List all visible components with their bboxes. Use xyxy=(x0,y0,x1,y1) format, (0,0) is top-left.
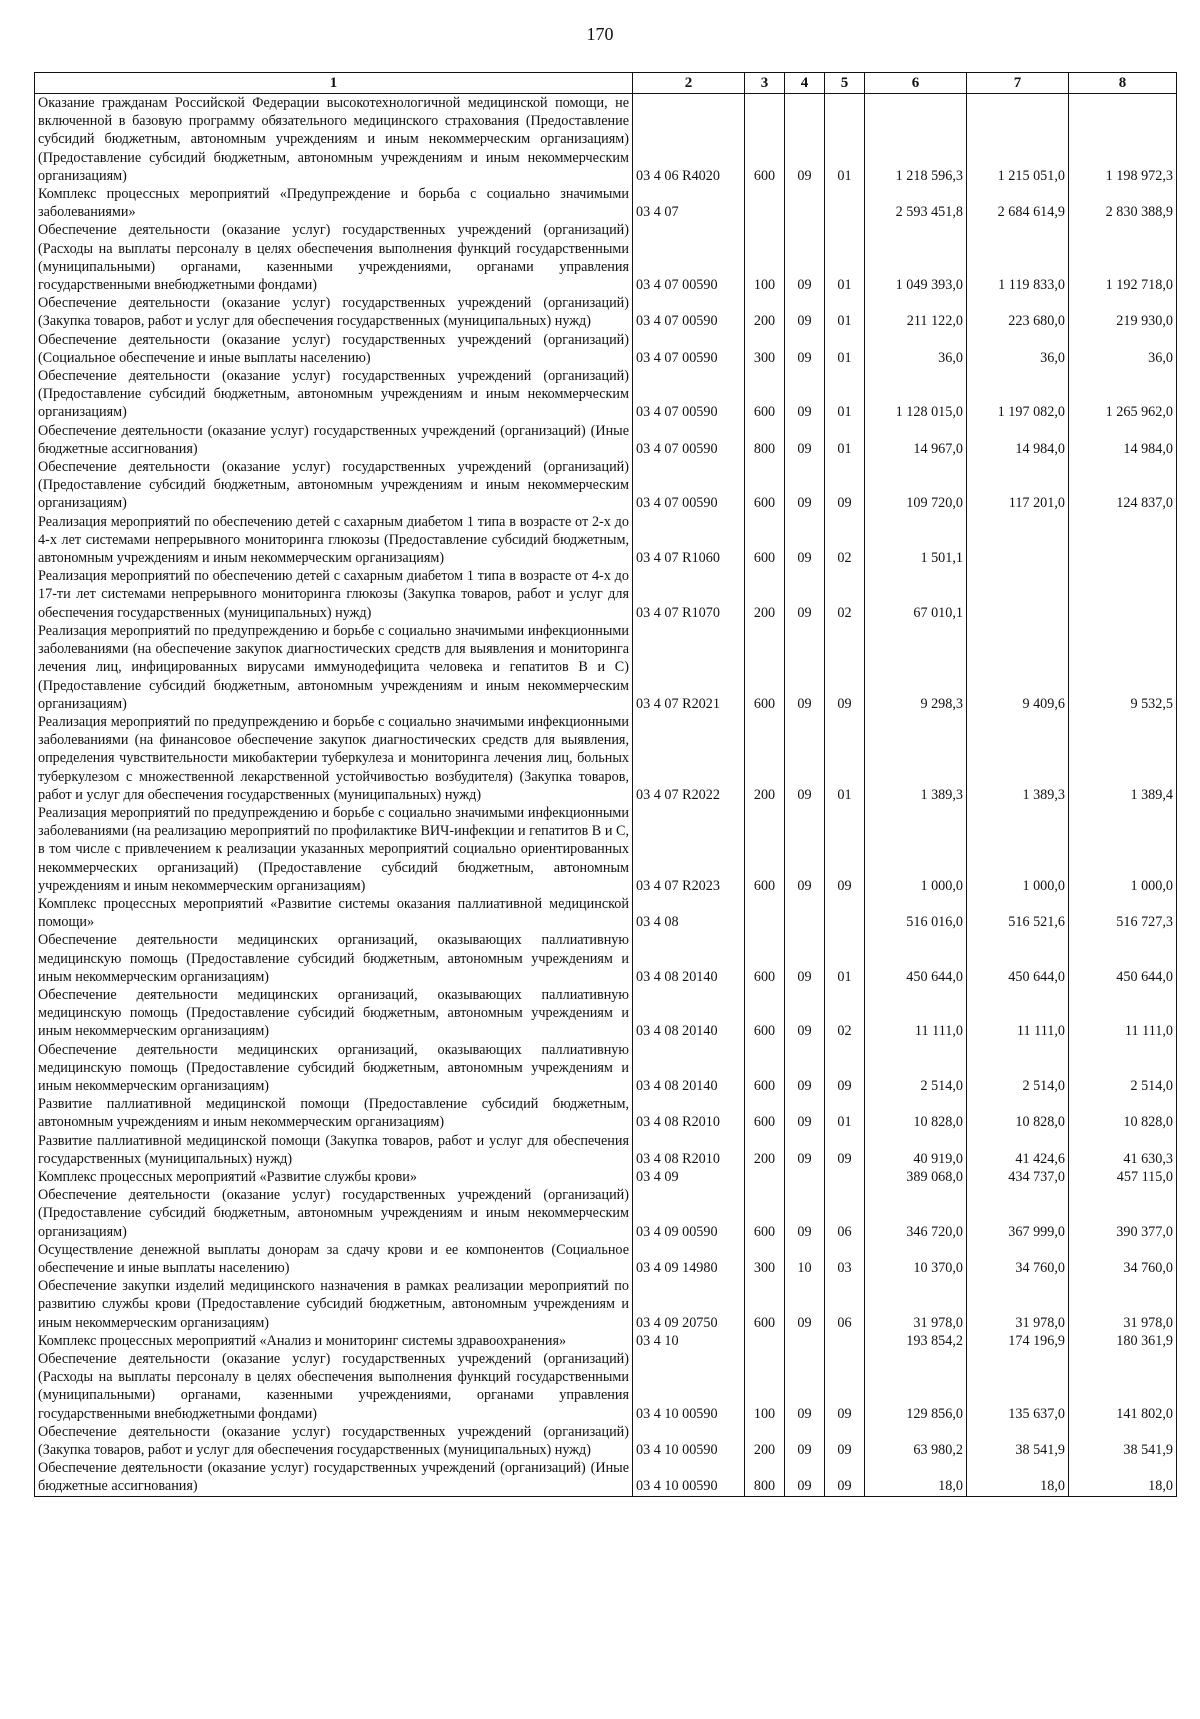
subsection-cell: 01 xyxy=(825,931,865,986)
section-cell: 09 xyxy=(785,622,825,713)
section-cell: 09 xyxy=(785,567,825,622)
expense-type-cell xyxy=(745,1332,785,1350)
code-cell: 03 4 08 20140 xyxy=(633,1041,745,1096)
section-cell: 09 xyxy=(785,221,825,294)
expense-type-cell: 800 xyxy=(745,1459,785,1496)
section-cell xyxy=(785,895,825,931)
description-cell: Комплекс процессных мероприятий «Развитие системы оказания паллиативной медицинской помощи» xyxy=(35,895,633,931)
amount-col7-cell: 2 684 614,9 xyxy=(967,185,1069,221)
table-row xyxy=(35,567,1177,622)
subsection-cell: 01 xyxy=(825,1095,865,1131)
description-cell: Комплекс процессных мероприятий «Развитие службы крови» xyxy=(35,1168,633,1186)
column-header: 1 xyxy=(35,73,633,94)
amount-col7-cell: 9 409,6 xyxy=(967,622,1069,713)
section-cell: 09 xyxy=(785,458,825,513)
table-row xyxy=(35,804,1177,895)
amount-col6-cell: 2 514,0 xyxy=(865,1041,967,1096)
table-row xyxy=(35,1241,1177,1277)
description-cell: Реализация мероприятий по обеспечению детей с сахарным диабетом 1 типа в возрасте от 2-х до 4-х лет системами непрерывного мониторинга глюкозы (Предоставление субсидий бюджетным, автономным учреждениям и иным некоммерческим организациям) xyxy=(35,513,633,568)
amount-col7-cell: 117 201,0 xyxy=(967,458,1069,513)
amount-col7-cell: 1 000,0 xyxy=(967,804,1069,895)
column-header: 7 xyxy=(967,73,1069,94)
amount-col6-cell: 11 111,0 xyxy=(865,986,967,1041)
code-cell: 03 4 08 20140 xyxy=(633,986,745,1041)
code-cell: 03 4 09 20750 xyxy=(633,1277,745,1332)
amount-col7-cell: 36,0 xyxy=(967,331,1069,367)
column-header: 2 xyxy=(633,73,745,94)
table-row xyxy=(35,513,1177,568)
amount-col7-cell xyxy=(967,513,1069,568)
section-cell: 09 xyxy=(785,986,825,1041)
section-cell: 09 xyxy=(785,294,825,330)
table-row xyxy=(35,1041,1177,1096)
description-cell: Обеспечение деятельности медицинских организаций, оказывающих паллиативную медицинскую помощь (Предоставление субсидий бюджетным, автономным учреждениям и иным некоммерческим организациям) xyxy=(35,1041,633,1096)
subsection-cell: 01 xyxy=(825,713,865,804)
amount-col8-cell: 457 115,0 xyxy=(1069,1168,1177,1186)
description-cell: Комплекс процессных мероприятий «Анализ и мониторинг системы здравоохранения» xyxy=(35,1332,633,1350)
amount-col6-cell: 450 644,0 xyxy=(865,931,967,986)
table-row xyxy=(35,1186,1177,1241)
code-cell: 03 4 10 00590 xyxy=(633,1350,745,1423)
amount-col6-cell: 2 593 451,8 xyxy=(865,185,967,221)
amount-col8-cell xyxy=(1069,513,1177,568)
amount-col6-cell: 389 068,0 xyxy=(865,1168,967,1186)
description-cell: Обеспечение закупки изделий медицинского назначения в рамках реализации мероприятий по развитию службы крови (Предоставление субсидий бюджетным, автономным учреждениям и иным некоммерческим организациям) xyxy=(35,1277,633,1332)
subsection-cell: 03 xyxy=(825,1241,865,1277)
amount-col6-cell: 14 967,0 xyxy=(865,422,967,458)
section-cell: 09 xyxy=(785,931,825,986)
section-cell: 09 xyxy=(785,94,825,186)
amount-col8-cell xyxy=(1069,567,1177,622)
description-cell: Оказание гражданам Российской Федерации высокотехнологичной медицинской помощи, не включенной в базовую программу обязательного медицинского страхования (Предоставление субсидий бюджетным, автономным учреждениям и иным некоммерческим организациям) (Предоставление субсидий бюджетным, автономным учреждениям и иным некоммерческим организациям) xyxy=(35,94,633,186)
amount-col8-cell: 1 198 972,3 xyxy=(1069,94,1177,186)
amount-col6-cell: 40 919,0 xyxy=(865,1132,967,1168)
amount-col7-cell: 1 389,3 xyxy=(967,713,1069,804)
code-cell: 03 4 09 14980 xyxy=(633,1241,745,1277)
amount-col6-cell: 193 854,2 xyxy=(865,1332,967,1350)
amount-col6-cell: 129 856,0 xyxy=(865,1350,967,1423)
table-row xyxy=(35,221,1177,294)
amount-col8-cell: 1 389,4 xyxy=(1069,713,1177,804)
amount-col7-cell: 10 828,0 xyxy=(967,1095,1069,1131)
expense-type-cell xyxy=(745,1168,785,1186)
table-row xyxy=(35,713,1177,804)
amount-col6-cell: 63 980,2 xyxy=(865,1423,967,1459)
amount-col8-cell: 450 644,0 xyxy=(1069,931,1177,986)
amount-col8-cell: 516 727,3 xyxy=(1069,895,1177,931)
header-row xyxy=(35,73,1177,94)
column-header: 5 xyxy=(825,73,865,94)
amount-col8-cell: 1 265 962,0 xyxy=(1069,367,1177,422)
amount-col8-cell: 2 830 388,9 xyxy=(1069,185,1177,221)
budget-table xyxy=(34,72,1177,1497)
subsection-cell: 06 xyxy=(825,1277,865,1332)
amount-col6-cell: 10 828,0 xyxy=(865,1095,967,1131)
expense-type-cell: 600 xyxy=(745,94,785,186)
code-cell: 03 4 07 00590 xyxy=(633,422,745,458)
amount-col7-cell xyxy=(967,567,1069,622)
description-cell: Обеспечение деятельности (оказание услуг) государственных учреждений (организаций) (Предоставление субсидий бюджетным, автономным учреждениям и иным некоммерческим организациям) xyxy=(35,458,633,513)
code-cell: 03 4 07 00590 xyxy=(633,294,745,330)
description-cell: Обеспечение деятельности (оказание услуг) государственных учреждений (организаций) (Предоставление субсидий бюджетным, автономным учреждениям и иным некоммерческим организациям) xyxy=(35,367,633,422)
description-cell: Обеспечение деятельности (оказание услуг) государственных учреждений (организаций) (Закупка товаров, работ и услуг для обеспечения государственных (муниципальных) нужд) xyxy=(35,294,633,330)
section-cell: 09 xyxy=(785,1041,825,1096)
code-cell: 03 4 07 R2021 xyxy=(633,622,745,713)
subsection-cell: 02 xyxy=(825,986,865,1041)
expense-type-cell: 200 xyxy=(745,1132,785,1168)
subsection-cell: 09 xyxy=(825,804,865,895)
table-row xyxy=(35,294,1177,330)
column-header: 6 xyxy=(865,73,967,94)
amount-col8-cell: 1 192 718,0 xyxy=(1069,221,1177,294)
subsection-cell: 09 xyxy=(825,622,865,713)
code-cell: 03 4 07 00590 xyxy=(633,367,745,422)
description-cell: Обеспечение деятельности (оказание услуг) государственных учреждений (организаций) (Расходы на выплаты персоналу в целях обеспечения выполнения функций государственными (муниципальными) органами, казенными учреждениями, органами управления государственными внебюджетными фондами) xyxy=(35,221,633,294)
table-row xyxy=(35,94,1177,186)
expense-type-cell: 600 xyxy=(745,458,785,513)
amount-col7-cell: 434 737,0 xyxy=(967,1168,1069,1186)
amount-col7-cell: 1 197 082,0 xyxy=(967,367,1069,422)
description-cell: Обеспечение деятельности (оказание услуг) государственных учреждений (организаций) (Предоставление субсидий бюджетным, автономным учреждениям и иным некоммерческим организациям) xyxy=(35,1186,633,1241)
table-body xyxy=(35,94,1177,1497)
table-row xyxy=(35,1132,1177,1168)
code-cell: 03 4 07 xyxy=(633,185,745,221)
subsection-cell: 01 xyxy=(825,294,865,330)
table-row xyxy=(35,622,1177,713)
amount-col7-cell: 38 541,9 xyxy=(967,1423,1069,1459)
amount-col7-cell: 367 999,0 xyxy=(967,1186,1069,1241)
table-row xyxy=(35,367,1177,422)
subsection-cell: 09 xyxy=(825,1423,865,1459)
section-cell: 09 xyxy=(785,1350,825,1423)
table-row xyxy=(35,1095,1177,1131)
description-cell: Комплекс процессных мероприятий «Предупреждение и борьба с социально значимыми заболеваниями» xyxy=(35,185,633,221)
description-cell: Реализация мероприятий по предупреждению и борьбе с социально значимыми инфекционными заболеваниями (на реализацию мероприятий по профилактике ВИЧ-инфекции и гепатитов В и С, в том числе с привлечением к реализации указанных мероприятий социально ориентированных некоммерческих организаций) (Предоставление субсидий бюджетным, автономным учреждениям и иным некоммерческим организациям) xyxy=(35,804,633,895)
amount-col7-cell: 18,0 xyxy=(967,1459,1069,1496)
section-cell xyxy=(785,1332,825,1350)
subsection-cell: 09 xyxy=(825,1132,865,1168)
amount-col6-cell: 1 218 596,3 xyxy=(865,94,967,186)
amount-col7-cell: 223 680,0 xyxy=(967,294,1069,330)
section-cell: 09 xyxy=(785,804,825,895)
expense-type-cell: 200 xyxy=(745,294,785,330)
description-cell: Обеспечение деятельности (оказание услуг) государственных учреждений (организаций) (Расходы на выплаты персоналу в целях обеспечения выполнения функций государственными (муниципальными) органами, казенными учреждениями, органами управления государственными внебюджетными фондами) xyxy=(35,1350,633,1423)
expense-type-cell: 300 xyxy=(745,1241,785,1277)
amount-col8-cell: 1 000,0 xyxy=(1069,804,1177,895)
amount-col8-cell: 36,0 xyxy=(1069,331,1177,367)
amount-col6-cell: 1 049 393,0 xyxy=(865,221,967,294)
code-cell: 03 4 07 00590 xyxy=(633,458,745,513)
expense-type-cell: 100 xyxy=(745,221,785,294)
code-cell: 03 4 10 00590 xyxy=(633,1459,745,1496)
amount-col8-cell: 14 984,0 xyxy=(1069,422,1177,458)
code-cell: 03 4 10 xyxy=(633,1332,745,1350)
expense-type-cell: 200 xyxy=(745,1423,785,1459)
column-header: 3 xyxy=(745,73,785,94)
description-cell: Обеспечение деятельности (оказание услуг) государственных учреждений (организаций) (Закупка товаров, работ и услуг для обеспечения государственных (муниципальных) нужд) xyxy=(35,1423,633,1459)
section-cell: 09 xyxy=(785,1095,825,1131)
table-row xyxy=(35,986,1177,1041)
code-cell: 03 4 08 xyxy=(633,895,745,931)
expense-type-cell: 600 xyxy=(745,1277,785,1332)
subsection-cell: 01 xyxy=(825,221,865,294)
amount-col8-cell: 11 111,0 xyxy=(1069,986,1177,1041)
table-row xyxy=(35,1459,1177,1496)
amount-col7-cell: 41 424,6 xyxy=(967,1132,1069,1168)
section-cell: 09 xyxy=(785,331,825,367)
table-row xyxy=(35,931,1177,986)
amount-col8-cell: 219 930,0 xyxy=(1069,294,1177,330)
subsection-cell xyxy=(825,185,865,221)
amount-col7-cell: 1 215 051,0 xyxy=(967,94,1069,186)
description-cell: Обеспечение деятельности медицинских организаций, оказывающих паллиативную медицинскую помощь (Предоставление субсидий бюджетным, автономным учреждениям и иным некоммерческим организациям) xyxy=(35,931,633,986)
expense-type-cell: 200 xyxy=(745,567,785,622)
description-cell: Развитие паллиативной медицинской помощи (Предоставление субсидий бюджетным, автономным учреждениям и иным некоммерческим организациям) xyxy=(35,1095,633,1131)
amount-col6-cell: 211 122,0 xyxy=(865,294,967,330)
table-row xyxy=(35,1332,1177,1350)
amount-col8-cell: 31 978,0 xyxy=(1069,1277,1177,1332)
amount-col6-cell: 1 389,3 xyxy=(865,713,967,804)
description-cell: Развитие паллиативной медицинской помощи (Закупка товаров, работ и услуг для обеспечения государственных (муниципальных) нужд) xyxy=(35,1132,633,1168)
page-number: 170 xyxy=(586,24,614,44)
amount-col6-cell: 18,0 xyxy=(865,1459,967,1496)
section-cell: 09 xyxy=(785,1132,825,1168)
amount-col6-cell: 1 128 015,0 xyxy=(865,367,967,422)
amount-col8-cell: 34 760,0 xyxy=(1069,1241,1177,1277)
section-cell: 09 xyxy=(785,1186,825,1241)
amount-col8-cell: 2 514,0 xyxy=(1069,1041,1177,1096)
subsection-cell: 01 xyxy=(825,331,865,367)
table-row xyxy=(35,1350,1177,1423)
table-row xyxy=(35,458,1177,513)
amount-col8-cell: 141 802,0 xyxy=(1069,1350,1177,1423)
amount-col7-cell: 34 760,0 xyxy=(967,1241,1069,1277)
subsection-cell xyxy=(825,895,865,931)
code-cell: 03 4 07 R1070 xyxy=(633,567,745,622)
expense-type-cell: 300 xyxy=(745,331,785,367)
section-cell: 09 xyxy=(785,1459,825,1496)
description-cell: Осуществление денежной выплаты донорам за сдачу крови и ее компонентов (Социальное обеспечение и иные выплаты населению) xyxy=(35,1241,633,1277)
expense-type-cell: 600 xyxy=(745,804,785,895)
amount-col6-cell: 516 016,0 xyxy=(865,895,967,931)
code-cell: 03 4 08 20140 xyxy=(633,931,745,986)
code-cell: 03 4 09 00590 xyxy=(633,1186,745,1241)
expense-type-cell xyxy=(745,895,785,931)
section-cell: 09 xyxy=(785,1423,825,1459)
description-cell: Реализация мероприятий по обеспечению детей с сахарным диабетом 1 типа в возрасте от 4-х до 17-ти лет системами непрерывного мониторинга глюкозы (Закупка товаров, работ и услуг для обеспечения государственных (муниципальных) нужд) xyxy=(35,567,633,622)
expense-type-cell: 800 xyxy=(745,422,785,458)
amount-col6-cell: 1 000,0 xyxy=(865,804,967,895)
expense-type-cell: 600 xyxy=(745,1186,785,1241)
subsection-cell: 02 xyxy=(825,567,865,622)
amount-col7-cell: 2 514,0 xyxy=(967,1041,1069,1096)
code-cell: 03 4 07 R1060 xyxy=(633,513,745,568)
section-cell: 09 xyxy=(785,1277,825,1332)
section-cell: 09 xyxy=(785,422,825,458)
section-cell xyxy=(785,1168,825,1186)
table-row xyxy=(35,1277,1177,1332)
code-cell: 03 4 08 R2010 xyxy=(633,1095,745,1131)
section-cell xyxy=(785,185,825,221)
expense-type-cell: 200 xyxy=(745,713,785,804)
amount-col8-cell: 41 630,3 xyxy=(1069,1132,1177,1168)
table-row xyxy=(35,1423,1177,1459)
amount-col8-cell: 38 541,9 xyxy=(1069,1423,1177,1459)
amount-col6-cell: 1 501,1 xyxy=(865,513,967,568)
subsection-cell: 01 xyxy=(825,94,865,186)
subsection-cell: 01 xyxy=(825,367,865,422)
amount-col6-cell: 9 298,3 xyxy=(865,622,967,713)
column-header: 8 xyxy=(1069,73,1177,94)
expense-type-cell: 100 xyxy=(745,1350,785,1423)
description-cell: Обеспечение деятельности медицинских организаций, оказывающих паллиативную медицинскую помощь (Предоставление субсидий бюджетным, автономным учреждениям и иным некоммерческим организациям) xyxy=(35,986,633,1041)
subsection-cell: 06 xyxy=(825,1186,865,1241)
amount-col6-cell: 31 978,0 xyxy=(865,1277,967,1332)
subsection-cell: 09 xyxy=(825,458,865,513)
table-row xyxy=(35,895,1177,931)
amount-col6-cell: 67 010,1 xyxy=(865,567,967,622)
table-row xyxy=(35,1168,1177,1186)
expense-type-cell: 600 xyxy=(745,367,785,422)
amount-col7-cell: 516 521,6 xyxy=(967,895,1069,931)
amount-col7-cell: 1 119 833,0 xyxy=(967,221,1069,294)
section-cell: 09 xyxy=(785,713,825,804)
code-cell: 03 4 07 R2022 xyxy=(633,713,745,804)
code-cell: 03 4 09 xyxy=(633,1168,745,1186)
subsection-cell xyxy=(825,1332,865,1350)
expense-type-cell: 600 xyxy=(745,1041,785,1096)
amount-col6-cell: 346 720,0 xyxy=(865,1186,967,1241)
amount-col8-cell: 18,0 xyxy=(1069,1459,1177,1496)
amount-col7-cell: 11 111,0 xyxy=(967,986,1069,1041)
code-cell: 03 4 08 R2010 xyxy=(633,1132,745,1168)
amount-col8-cell: 124 837,0 xyxy=(1069,458,1177,513)
amount-col8-cell: 390 377,0 xyxy=(1069,1186,1177,1241)
expense-type-cell: 600 xyxy=(745,986,785,1041)
amount-col6-cell: 109 720,0 xyxy=(865,458,967,513)
subsection-cell: 09 xyxy=(825,1041,865,1096)
description-cell: Реализация мероприятий по предупреждению и борьбе с социально значимыми инфекционными заболеваниями (на обеспечение закупок диагностических средств для выявления и мониторинга лечения лиц, инфицированных вирусами иммунодефицита человека и гепатитов В и С) (Предоставление субсидий бюджетным, автономным учреждениям и иным некоммерческим организациям) xyxy=(35,622,633,713)
subsection-cell: 09 xyxy=(825,1350,865,1423)
code-cell: 03 4 10 00590 xyxy=(633,1423,745,1459)
expense-type-cell xyxy=(745,185,785,221)
section-cell: 09 xyxy=(785,513,825,568)
amount-col6-cell: 10 370,0 xyxy=(865,1241,967,1277)
amount-col7-cell: 14 984,0 xyxy=(967,422,1069,458)
table-row xyxy=(35,331,1177,367)
amount-col7-cell: 174 196,9 xyxy=(967,1332,1069,1350)
amount-col7-cell: 135 637,0 xyxy=(967,1350,1069,1423)
description-cell: Обеспечение деятельности (оказание услуг) государственных учреждений (организаций) (Социальное обеспечение и иные выплаты населению) xyxy=(35,331,633,367)
amount-col8-cell: 10 828,0 xyxy=(1069,1095,1177,1131)
column-header: 4 xyxy=(785,73,825,94)
section-cell: 10 xyxy=(785,1241,825,1277)
expense-type-cell: 600 xyxy=(745,1095,785,1131)
amount-col6-cell: 36,0 xyxy=(865,331,967,367)
expense-type-cell: 600 xyxy=(745,622,785,713)
subsection-cell: 02 xyxy=(825,513,865,568)
subsection-cell: 09 xyxy=(825,1459,865,1496)
code-cell: 03 4 06 R4020 xyxy=(633,94,745,186)
subsection-cell xyxy=(825,1168,865,1186)
amount-col8-cell: 180 361,9 xyxy=(1069,1332,1177,1350)
description-cell: Обеспечение деятельности (оказание услуг) государственных учреждений (организаций) (Иные бюджетные ассигнования) xyxy=(35,422,633,458)
amount-col8-cell: 9 532,5 xyxy=(1069,622,1177,713)
code-cell: 03 4 07 00590 xyxy=(633,221,745,294)
amount-col7-cell: 450 644,0 xyxy=(967,931,1069,986)
amount-col7-cell: 31 978,0 xyxy=(967,1277,1069,1332)
code-cell: 03 4 07 00590 xyxy=(633,331,745,367)
table-row xyxy=(35,422,1177,458)
description-cell: Обеспечение деятельности (оказание услуг) государственных учреждений (организаций) (Иные бюджетные ассигнования) xyxy=(35,1459,633,1496)
description-cell: Реализация мероприятий по предупреждению и борьбе с социально значимыми инфекционными заболеваниями (на финансовое обеспечение закупок диагностических средств для выявления, определения чувствительности микобактерии туберкулеза и мониторинга лечения лиц, больных туберкулезом с множественной лекарственной устойчивостью возбудителя) (Закупка товаров, работ и услуг для обеспечения государственных (муниципальных) нужд) xyxy=(35,713,633,804)
code-cell: 03 4 07 R2023 xyxy=(633,804,745,895)
section-cell: 09 xyxy=(785,367,825,422)
expense-type-cell: 600 xyxy=(745,513,785,568)
table-row xyxy=(35,185,1177,221)
expense-type-cell: 600 xyxy=(745,931,785,986)
subsection-cell: 01 xyxy=(825,422,865,458)
